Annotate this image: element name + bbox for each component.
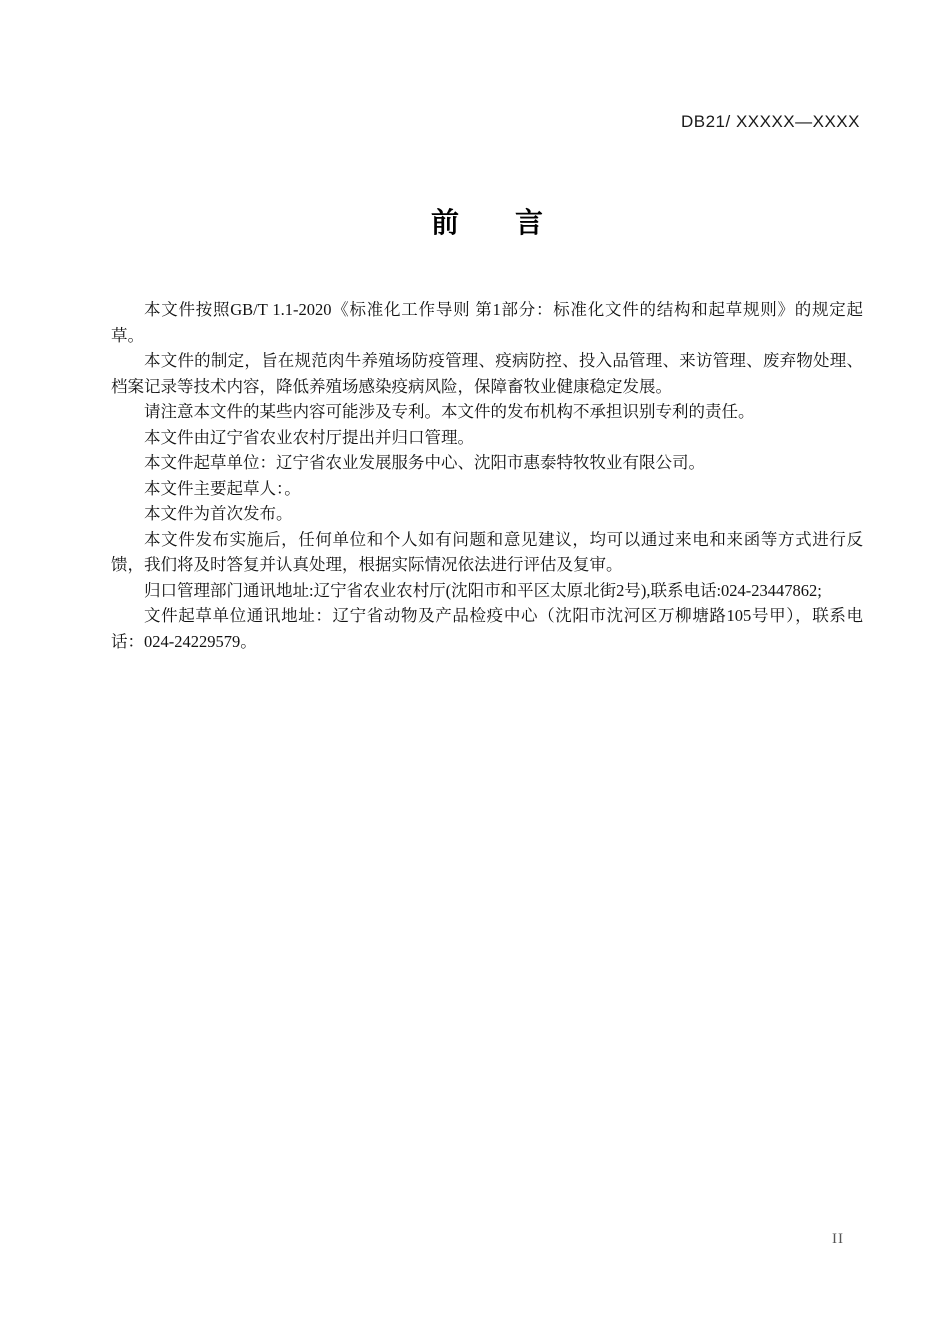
paragraph-drafting-unit-contact: 文件起草单位通讯地址：辽宁省动物及产品检疫中心（沈阳市沈河区万柳塘路105号甲），联系电话：024-24229579。 [111,606,863,651]
foreword-body [111,297,863,654]
paragraph-main-drafters: 本文件主要起草人：。 [144,478,301,498]
page-number: II [832,1231,844,1247]
paragraph-feedback: 本文件发布实施后，任何单位和个人如有问题和意见建议，均可以通过来电和来函等方式进行反馈，我们将及时答复并认真处理，根据实际情况依法进行评估及复审。 [111,529,863,574]
paragraph-purpose: 本文件的制定，旨在规范肉牛养殖场防疫管理、疫病防控、投入品管理、来访管理、废弃物处理、档案记录等技术内容，降低养殖场感染疫病风险，保障畜牧业健康稳定发展。 [111,351,863,396]
page-title: 前 言 [430,207,543,238]
paragraph-drafting-rules: 本文件按照GB/T 1.1-2020《标准化工作导则 第1部分：标准化文件的结构和起草规则》的规定起草。 [111,300,863,345]
paragraph-first-release: 本文件为首次发布。 [144,504,293,523]
paragraph-patent-notice: 请注意本文件的某些内容可能涉及专利。本文件的发布机构不承担识别专利的责任。 [144,402,755,421]
document-code: DB21/ XXXXX—XXXX [680,112,860,131]
paragraph-drafting-units: 本文件起草单位：辽宁省农业发展服务中心、沈阳市惠泰特牧牧业有限公司。 [144,453,705,472]
paragraph-proposing-body: 本文件由辽宁省农业农村厅提出并归口管理。 [144,427,474,447]
paragraph-management-contact: 归口管理部门通讯地址:辽宁省农业农村厅(沈阳市和平区太原北街2号),联系电话:024-23447862; [144,580,822,600]
